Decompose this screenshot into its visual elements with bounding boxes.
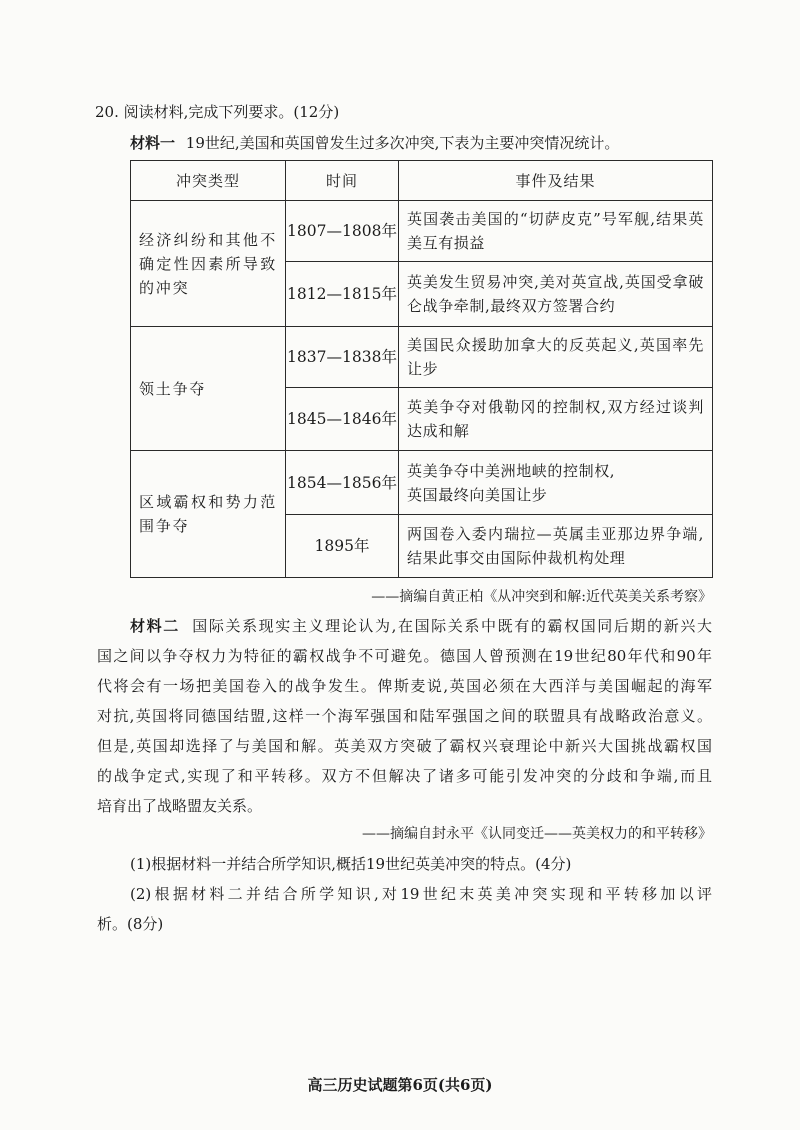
material1-intro	[130, 132, 619, 154]
time-cell: 1807—1808年	[286, 201, 399, 262]
material2-line: 代将会有一场把美国卷入的战争发生。俾斯麦说,英国必须在大西洋与美国崛起的海军	[97, 677, 712, 695]
material2-line: 培育出了战略盟友关系。	[97, 797, 263, 815]
material2-line: 但是,英国却选择了与美国和解。英美双方突破了霸权兴衰理论中新兴大国挑战霸权国	[97, 737, 712, 755]
material2-text: 国际关系现实主义理论认为,在国际关系中既有的霸权国同后期的新兴大	[192, 617, 712, 635]
time-cell: 1895年	[286, 515, 399, 578]
table-row	[131, 327, 713, 388]
material2-source: ——摘编自封永平《认同变迁——英美权力的和平转移》	[362, 826, 712, 842]
event-cell: 英国袭击美国的“切萨皮克”号军舰,结果英美互有损益	[399, 201, 713, 262]
question-1: (1)根据材料一并结合所学知识,概括19世纪英美冲突的特点。(4分)	[130, 855, 572, 873]
event-cell: 英美争夺对俄勒冈的控制权,双方经过谈判达成和解	[399, 388, 713, 451]
material2-line: 的战争定式,实现了和平转移。双方不但解决了诸多可能引发冲突的分歧和争端,而且	[97, 767, 712, 785]
event-cell: 美国民众援助加拿大的反英起义,英国率先让步	[399, 327, 713, 388]
event-cell: 英美发生贸易冲突,美对英宣战,英国受拿破仑战争牵制,最终双方签署合约	[399, 262, 713, 327]
conflict-table	[130, 160, 713, 578]
conflict-type-cell: 领土争夺	[131, 327, 286, 451]
material1-label: 材料一	[130, 134, 176, 152]
material2-line	[130, 615, 712, 637]
time-cell: 1854—1856年	[286, 451, 399, 515]
time-cell: 1812—1815年	[286, 262, 399, 327]
page-footer: 高三历史试题第6页(共6页)	[307, 1076, 493, 1094]
question-2-line-1: (2)根据材料二并结合所学知识,对19世纪末英美冲突实现和平转移加以评	[130, 885, 712, 903]
event-cell: 英美争夺中美洲地峡的控制权, 英国最终向美国让步	[399, 451, 713, 515]
material1-source: ——摘编自黄正柏《从冲突到和解:近代英美关系考察》	[371, 589, 712, 605]
material2-line: 对抗,英国将同德国结盟,这样一个海军强国和陆军强国之间的联盟具有战略政治意义。	[97, 707, 712, 725]
time-cell: 1837—1838年	[286, 327, 399, 388]
time-cell: 1845—1846年	[286, 388, 399, 451]
header-event: 事件及结果	[399, 161, 713, 201]
table-row	[131, 201, 713, 262]
material2-label: 材料二	[130, 617, 180, 635]
material2-line: 国之间以争夺权力为特征的霸权战争不可避免。德国人曾预测在19世纪80年代和90年	[97, 647, 712, 665]
conflict-type-cell: 经济纠纷和其他不确定性因素所导致的冲突	[131, 201, 286, 327]
event-cell: 两国卷入委内瑞拉—英属圭亚那边界争端,结果此事交由国际仲裁机构处理	[399, 515, 713, 578]
question-header: 20. 阅读材料,完成下列要求。(12分)	[95, 103, 340, 121]
header-time: 时间	[286, 161, 399, 201]
header-type: 冲突类型	[131, 161, 286, 201]
table-row	[131, 451, 713, 515]
material1-text: 19世纪,美国和英国曾发生过多次冲突,下表为主要冲突情况统计。	[185, 134, 620, 152]
conflict-type-cell: 区域霸权和势力范围争夺	[131, 451, 286, 578]
table-header-row	[131, 161, 713, 201]
question-2-line-2: 析。(8分)	[97, 915, 164, 933]
